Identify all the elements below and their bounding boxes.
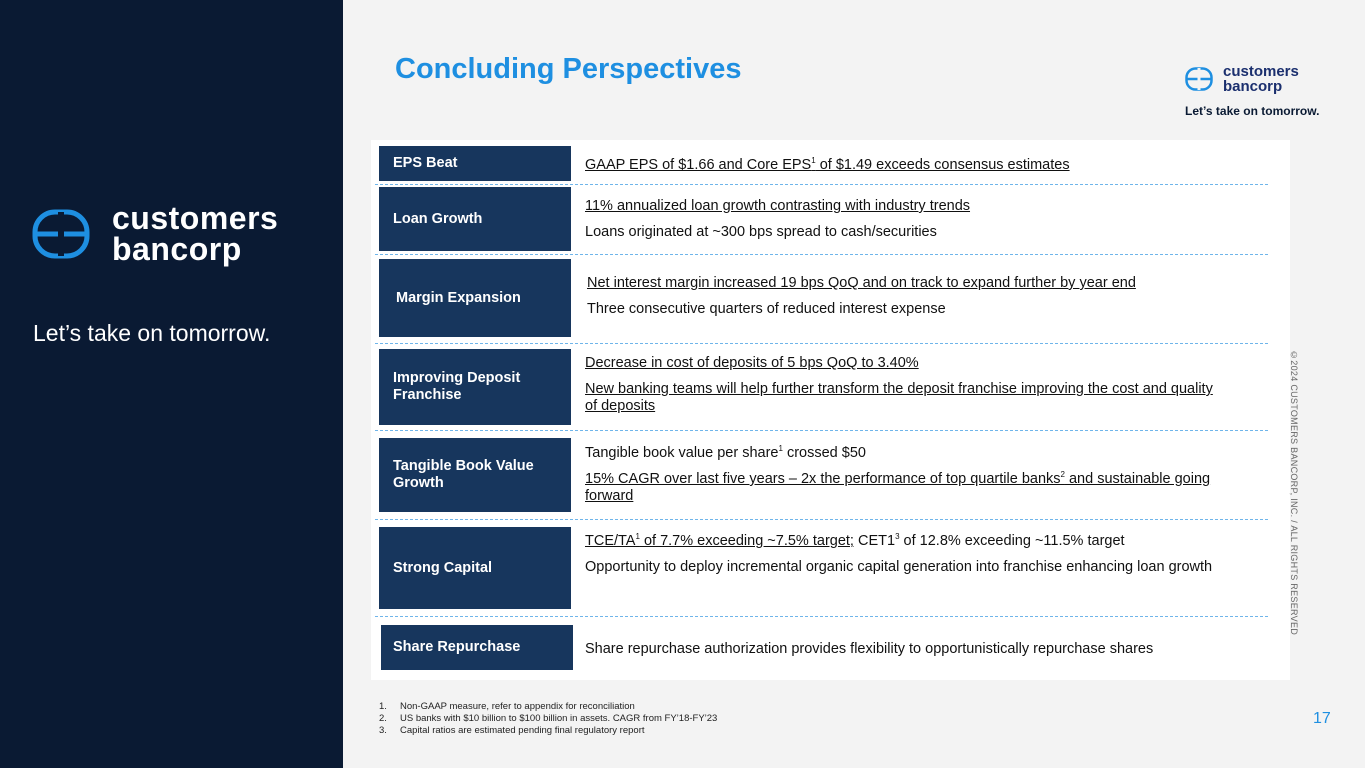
row-label-eps-beat: EPS Beat: [379, 146, 571, 181]
loan-line-1: 11% annualized loan growth contrasting with industry trends: [585, 198, 971, 214]
footnote-num: 3.: [379, 725, 387, 736]
bancorp-logo-icon: [1185, 67, 1213, 91]
tbv-line-1: [585, 445, 1255, 462]
row-divider: [375, 519, 1268, 520]
eps-line-sup: 1: [811, 156, 816, 166]
eps-line: [585, 157, 1070, 173]
capital-line-1-mid: of 7.7% exceeding ~7.5% target;: [639, 533, 854, 549]
row-text-share-repurchase: [585, 641, 1255, 667]
row-label-margin-expansion: Margin Expansion: [379, 259, 571, 337]
page-title: Concluding Perspectives: [395, 53, 742, 85]
row-text-margin-expansion: [587, 275, 1257, 327]
row-label-deposit-franchise: [379, 349, 571, 425]
row-text-loan-growth: [585, 198, 1255, 250]
sidebar-brand: [112, 200, 279, 267]
tbv-line-2: [585, 471, 1245, 505]
row-divider: [375, 184, 1268, 185]
eps-line-pre: GAAP EPS of $1.66 and Core EPS: [585, 157, 812, 173]
header-brand-line2: bancorp: [1223, 78, 1283, 95]
deposit-line-2: New banking teams will help further transform the deposit franchise improving the cost and quality of deposits: [585, 381, 1213, 414]
row-text-eps-beat: [585, 157, 1255, 183]
header-logo: [1185, 64, 1299, 94]
loan-line-2: Loans originated at ~300 bps spread to cash/securities: [585, 224, 937, 240]
footnote: [379, 725, 717, 737]
footnotes: [379, 701, 717, 737]
tbv-line-2-post: and sustainable going forward: [585, 471, 1211, 504]
repurchase-line: Share repurchase authorization provides flexibility to opportunistically repurchase shares: [585, 641, 1154, 657]
tbv-line-2-pre: 15% CAGR over last five years – 2x the performance of top quartile banks: [585, 471, 1061, 487]
row-label-loan-growth: Loan Growth: [379, 187, 571, 251]
capital-line-1-sup: 1: [635, 532, 640, 542]
footnote: [379, 701, 717, 713]
row-text-strong-capital: [585, 533, 1255, 585]
page-number: 17: [1313, 710, 1331, 727]
row-label-tangible-book-value: [379, 438, 571, 512]
sidebar-brand-line2: bancorp: [112, 231, 242, 267]
footnote-text: Capital ratios are estimated pending final regulatory report: [400, 725, 645, 736]
row-text-tangible-book-value: [585, 445, 1255, 514]
tbv-label-text: Tangible Book Value Growth: [393, 458, 534, 491]
sidebar-tagline: Let’s take on tomorrow.: [33, 320, 271, 346]
footnote-num: 2.: [379, 713, 387, 724]
deposit-label-text: Improving Deposit Franchise: [393, 370, 521, 403]
row-divider: [375, 430, 1268, 431]
deposit-line-1: Decrease in cost of deposits of 5 bps QoQ to 3.40%: [585, 355, 919, 371]
header-brand: [1223, 64, 1299, 94]
sidebar-logo: [32, 200, 279, 267]
capital-line-2: Opportunity to deploy incremental organic capital generation into franchise enhancing loan growth: [585, 559, 1213, 575]
header-brand-line1: customers: [1223, 63, 1299, 80]
capital-line-1-sup2: 3: [895, 532, 900, 542]
bancorp-logo-icon: [32, 209, 90, 259]
eps-line-post: of $1.49 exceeds consensus estimates: [815, 157, 1070, 173]
header-tagline: Let’s take on tomorrow.: [1185, 104, 1320, 118]
capital-line-1: [585, 533, 1255, 550]
tbv-line-1-post: crossed $50: [782, 445, 866, 461]
capital-line-1-post: CET1: [853, 533, 896, 549]
footnote-num: 1.: [379, 701, 387, 712]
tbv-line-2-sup: 2: [1060, 470, 1065, 480]
row-divider: [375, 343, 1268, 344]
margin-line-2: Three consecutive quarters of reduced interest expense: [587, 301, 946, 317]
row-text-deposit-franchise: [585, 355, 1255, 424]
perspectives-panel: [371, 140, 1290, 680]
footnote-text: US banks with $10 billion to $100 billion in assets. CAGR from FY’18-FY’23: [400, 713, 718, 724]
sidebar-brand-line1: customers: [112, 200, 279, 236]
footnote: [379, 713, 717, 725]
capital-line-1-post2: of 12.8% exceeding ~11.5% target: [899, 533, 1125, 549]
footnote-text: Non-GAAP measure, refer to appendix for reconciliation: [400, 701, 635, 712]
sidebar: [0, 0, 343, 768]
margin-line-1: Net interest margin increased 19 bps QoQ and on track to expand further by year end: [587, 275, 1136, 291]
row-label-strong-capital: Strong Capital: [379, 527, 571, 609]
tbv-line-1-pre: Tangible book value per share: [585, 445, 779, 461]
row-label-share-repurchase: Share Repurchase: [381, 625, 573, 670]
copyright-notice: ©2024 CUSTOMERS BANCORP, INC. / ALL RIGHTS RESERVED: [1289, 350, 1299, 636]
row-divider: [375, 616, 1268, 617]
capital-line-1-pre: TCE/TA: [585, 533, 636, 549]
row-divider: [375, 254, 1268, 255]
main-content: [343, 0, 1365, 768]
tbv-line-1-sup: 1: [778, 444, 783, 454]
